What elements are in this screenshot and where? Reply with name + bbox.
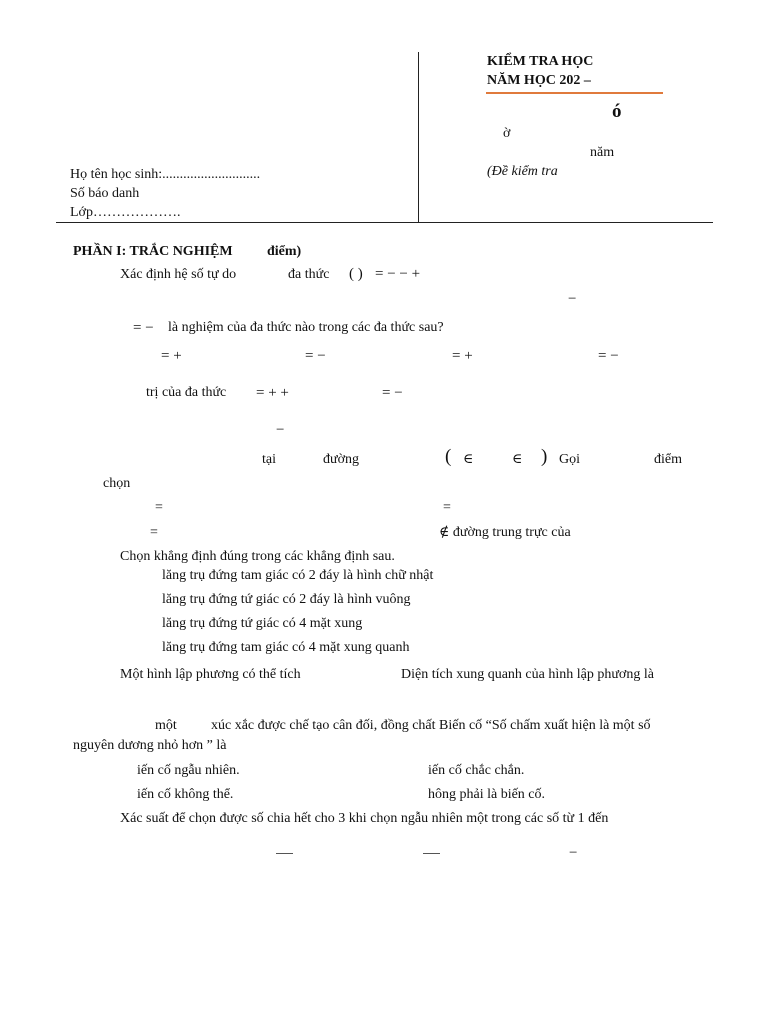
title-underline xyxy=(486,92,663,94)
q5-option-a: lăng trụ đứng tam giác có 2 đáy là hình chữ nhật xyxy=(162,568,434,583)
exam-title: KIỂM TRA HỌC xyxy=(487,54,594,69)
header-divider-vertical xyxy=(418,52,419,222)
subject-fragment: ó xyxy=(612,101,622,122)
q7-mot: một xyxy=(155,718,177,733)
q4-tai: tại xyxy=(262,452,276,467)
q6-text-left: Một hình lập phương có thể tích xyxy=(120,667,301,682)
q2-option-c: = + xyxy=(452,348,473,364)
q4-goi: Gọi xyxy=(559,452,580,467)
q8-text: Xác suất để chọn được số chia hết cho 3 khi chọn ngẫu nhiên một trong các số từ 1 đến xyxy=(120,811,609,826)
q3-expression: = + + xyxy=(256,385,289,401)
q1-paren: ( ) xyxy=(349,266,363,282)
school-year: NĂM HỌC 202 – xyxy=(487,73,591,88)
candidate-number-field: Số báo danh xyxy=(70,186,140,201)
q8-fraction-bar-a xyxy=(276,853,293,854)
q4-paren-close: ) xyxy=(541,446,548,467)
q7-option-d: hông phải là biến cố. xyxy=(428,787,546,802)
q2-option-b: = − xyxy=(305,348,326,364)
q5-text: Chọn khẳng định đúng trong các khẳng định sau. xyxy=(120,549,395,564)
header-divider-horizontal xyxy=(56,222,713,223)
q4-chon: chọn xyxy=(103,476,131,491)
q2-option-a: = + xyxy=(161,348,182,364)
q1-text: Xác định hệ số tự do xyxy=(120,267,237,282)
time-fragment: ờ xyxy=(503,126,511,141)
q4-in-2: ∈ xyxy=(512,452,523,467)
q7-option-a: iến cố ngẫu nhiên. xyxy=(137,763,240,778)
q4-paren-open: ( xyxy=(445,446,452,467)
class-field: Lớp………………. xyxy=(70,205,181,220)
section-points: điểm) xyxy=(267,244,302,259)
q6-text-right: Diện tích xung quanh của hình lập phương là xyxy=(401,667,654,682)
q8-fraction-bar-b xyxy=(423,853,440,854)
q4-option-a: = xyxy=(155,500,163,515)
q7-text-line2: nguyên dương nhỏ hơn ” là xyxy=(73,738,227,753)
q8-option-dash: − xyxy=(569,845,578,861)
q7-text: xúc xắc được chế tạo cân đối, đồng chất Biến cố “Số chấm xuất hiện là một số xyxy=(211,718,651,733)
student-name-field: Họ tên học sinh:............................ xyxy=(70,167,261,182)
q2-option-d: = − xyxy=(598,348,619,364)
section-title: PHẦN I: TRẮC NGHIỆM xyxy=(73,244,233,259)
q3-text: trị của đa thức xyxy=(146,385,227,400)
q7-option-b: iến cố chắc chắn. xyxy=(428,763,525,778)
year-word: năm xyxy=(590,145,615,160)
q2-text: là nghiệm của đa thức nào trong các đa thức sau? xyxy=(168,320,444,335)
q2-root: = − xyxy=(133,320,154,336)
q3-option-dash: − xyxy=(276,422,285,438)
exam-note: (Đề kiểm tra xyxy=(487,164,558,179)
q4-option-b: = xyxy=(443,500,451,515)
q5-option-b: lăng trụ đứng tứ giác có 2 đáy là hình vuông xyxy=(162,592,411,607)
q1-expression: = − − + xyxy=(375,266,421,282)
q4-duong: đường xyxy=(323,452,359,467)
q5-option-c: lăng trụ đứng tứ giác có 4 mặt xung xyxy=(162,616,363,631)
q4-diem: điểm xyxy=(654,452,682,467)
q1-option-dash: − xyxy=(568,291,577,307)
q3-value: = − xyxy=(382,385,403,401)
q7-option-c: iến cố không thể. xyxy=(137,787,234,802)
q1-poly-label: đa thức xyxy=(288,267,330,282)
q5-option-d: lăng trụ đứng tam giác có 4 mặt xung quanh xyxy=(162,640,410,655)
q4-option-c: = xyxy=(150,525,158,540)
q4-option-d: ∉ đường trung trực của xyxy=(439,525,571,540)
q4-in-1: ∈ xyxy=(463,452,474,467)
